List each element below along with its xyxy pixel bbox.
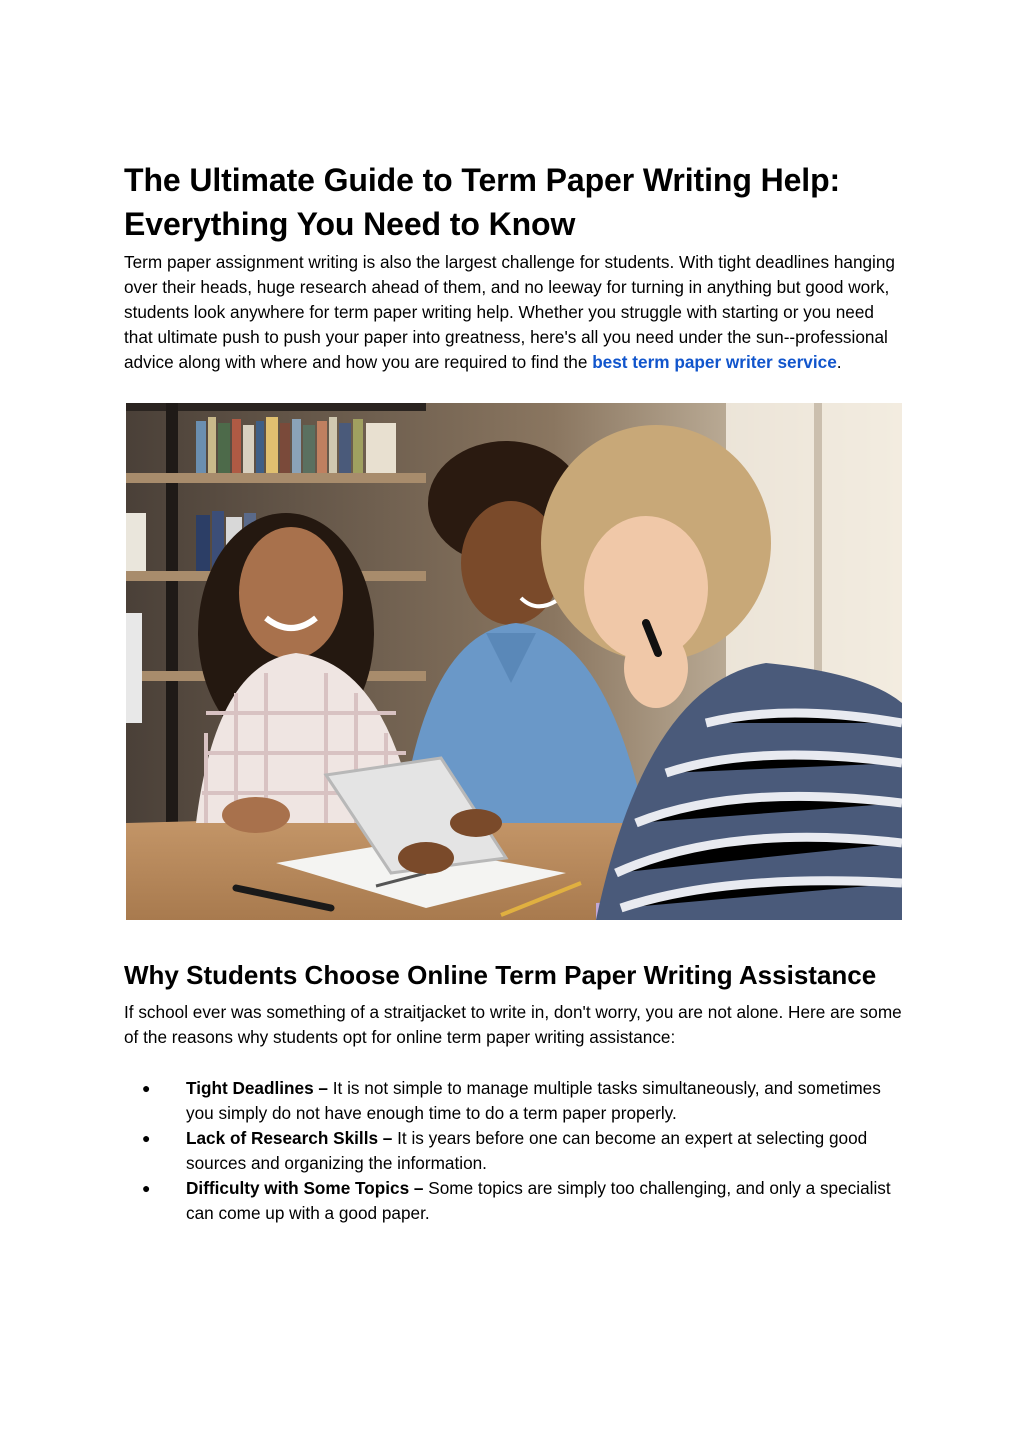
list-item-label: Difficulty with Some Topics – [186,1178,424,1198]
list-item [124,1126,904,1176]
section-intro: If school ever was something of a straitjacket to write in, don't worry, you are not alone. Here are some of the reasons why students opt for online term paper writing assistance: [124,1002,902,1047]
intro-end: . [836,352,842,372]
list-item-text: It is years before one can become an expert at selecting good sources and organizing the information. [186,1128,868,1173]
list-item [124,1176,904,1226]
best-term-paper-writer-link[interactable]: best term paper writer service [592,352,837,372]
intro-text: Term paper assignment writing is also the largest challenge for students. With tight deadlines hanging over their heads, huge research ahead of them, and no leeway for turning in anything but good work, students look anywhere for term paper writing help. Whether you struggle with starting or you need that ultimate push to push your paper into greatness, here's all you need under the sun--professional advice along with where and how you are required to find the [124,252,895,372]
list-item [124,1076,904,1126]
list-item-label: Tight Deadlines – [186,1078,328,1098]
section-heading: Why Students Choose Online Term Paper Writing Assistance [124,960,877,990]
intro-paragraph [124,250,904,375]
why-students-section [124,956,904,1226]
list-item-label: Lack of Research Skills – [186,1128,393,1148]
list-item-text: It is not simple to manage multiple tasks simultaneously, and sometimes you simply do not have enough time to do a term paper properly. [186,1078,881,1123]
document-page [124,158,904,1226]
bullet-icon: ● [142,1130,151,1146]
page-title: The Ultimate Guide to Term Paper Writing Help: Everything You Need to Know [124,162,841,242]
students-with-tablet-photo [126,403,902,920]
list-item-text: Some topics are simply too challenging, and only a specialist can come up with a good paper. [186,1178,891,1223]
reasons-list [124,1076,904,1226]
bullet-icon: ● [142,1180,151,1196]
bullet-icon: ● [142,1080,151,1096]
